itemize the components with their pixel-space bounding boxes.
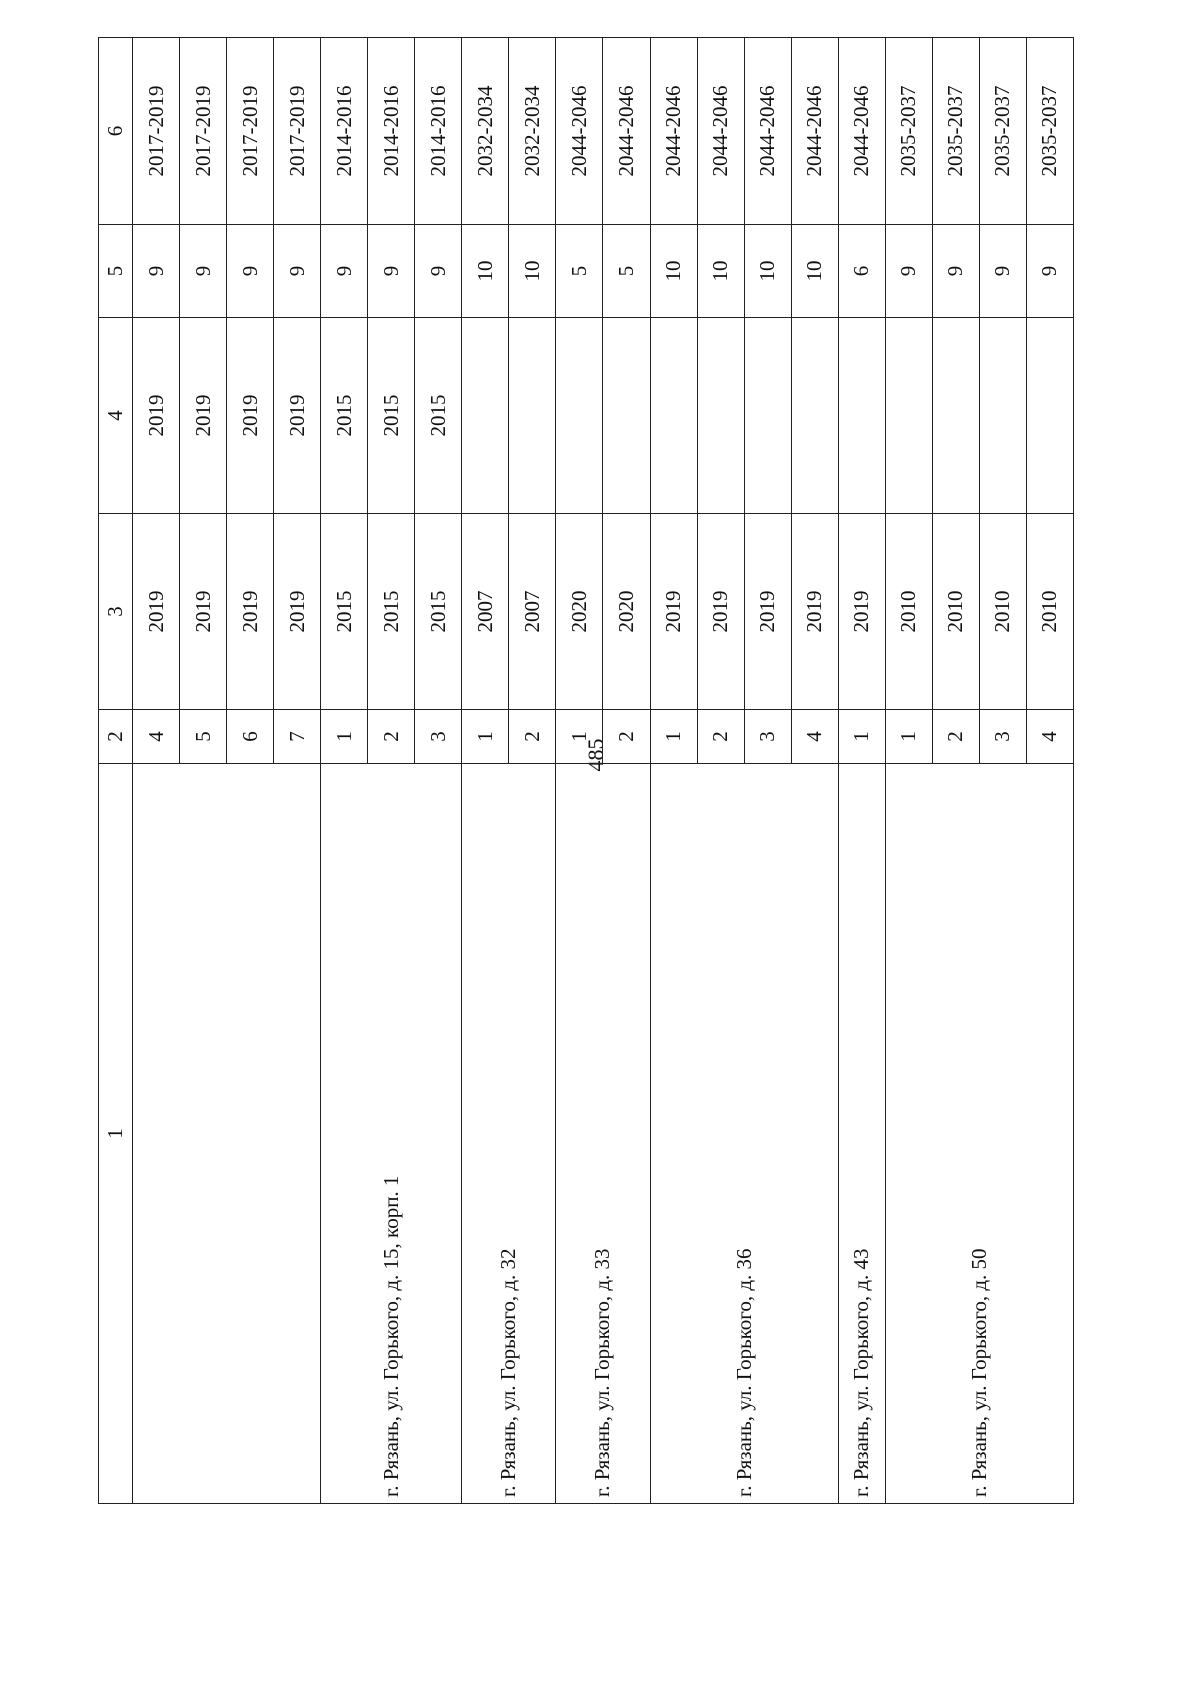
cell-c5: 6 — [838, 225, 885, 318]
table-row — [838, 38, 885, 1504]
cell-c2: 1 — [885, 710, 932, 764]
table-row — [462, 38, 509, 1504]
cell-c4 — [603, 318, 650, 514]
address-cell: г. Рязань, ул. Горького, д. 50 — [885, 764, 1073, 1504]
header-cell: 1 — [99, 764, 133, 1504]
header-cell: 4 — [99, 318, 133, 514]
cell-c3: 2019 — [697, 514, 744, 710]
table-body — [133, 38, 1074, 1504]
cell-c2: 1 — [556, 710, 603, 764]
table-row — [133, 38, 180, 1504]
header-cell: 5 — [99, 225, 133, 318]
cell-c6: 2044-2046 — [603, 38, 650, 225]
cell-c2: 2 — [368, 710, 415, 764]
cell-c5: 9 — [885, 225, 932, 318]
cell-c4 — [650, 318, 697, 514]
data-table — [98, 37, 1074, 1504]
cell-c6: 2017-2019 — [227, 38, 274, 225]
cell-c6: 2014-2016 — [368, 38, 415, 225]
header-cell: 3 — [99, 514, 133, 710]
cell-c6: 2044-2046 — [791, 38, 838, 225]
cell-c5: 9 — [1026, 225, 1073, 318]
cell-c2: 1 — [838, 710, 885, 764]
cell-c6: 2044-2046 — [697, 38, 744, 225]
cell-c4 — [885, 318, 932, 514]
cell-c6: 2044-2046 — [556, 38, 603, 225]
cell-c3: 2019 — [133, 514, 180, 710]
cell-c5: 10 — [509, 225, 556, 318]
cell-c5: 9 — [368, 225, 415, 318]
address-cell — [133, 764, 321, 1504]
cell-c4 — [697, 318, 744, 514]
header-row — [99, 38, 133, 1504]
cell-c5: 10 — [650, 225, 697, 318]
address-cell: г. Рязань, ул. Горького, д. 32 — [462, 764, 556, 1504]
cell-c2: 2 — [932, 710, 979, 764]
cell-c4: 2015 — [415, 318, 462, 514]
cell-c4: 2015 — [321, 318, 368, 514]
cell-c2: 4 — [1026, 710, 1073, 764]
cell-c2: 2 — [603, 710, 650, 764]
page-number: 485 — [583, 738, 608, 772]
cell-c5: 5 — [603, 225, 650, 318]
cell-c5: 9 — [133, 225, 180, 318]
cell-c6: 2035-2037 — [885, 38, 932, 225]
cell-c4: 2015 — [368, 318, 415, 514]
cell-c4: 2019 — [133, 318, 180, 514]
cell-c2: 3 — [415, 710, 462, 764]
cell-c2: 5 — [180, 710, 227, 764]
cell-c2: 2 — [697, 710, 744, 764]
table-row — [650, 38, 697, 1504]
header-cell: 6 — [99, 38, 133, 225]
cell-c3: 2019 — [180, 514, 227, 710]
cell-c2: 4 — [133, 710, 180, 764]
cell-c6: 2044-2046 — [650, 38, 697, 225]
cell-c4 — [791, 318, 838, 514]
cell-c3: 2010 — [932, 514, 979, 710]
cell-c4 — [556, 318, 603, 514]
cell-c6: 2017-2019 — [274, 38, 321, 225]
cell-c4 — [932, 318, 979, 514]
cell-c3: 2007 — [509, 514, 556, 710]
cell-c4 — [462, 318, 509, 514]
cell-c3: 2020 — [603, 514, 650, 710]
cell-c3: 2010 — [979, 514, 1026, 710]
cell-c6: 2014-2016 — [415, 38, 462, 225]
cell-c5: 10 — [744, 225, 791, 318]
table-row — [885, 38, 932, 1504]
header-cell: 2 — [99, 710, 133, 764]
cell-c3: 2010 — [1026, 514, 1073, 710]
cell-c4 — [979, 318, 1026, 514]
cell-c3: 2019 — [744, 514, 791, 710]
cell-c2: 7 — [274, 710, 321, 764]
cell-c4: 2019 — [227, 318, 274, 514]
cell-c3: 2019 — [650, 514, 697, 710]
table-row — [321, 38, 368, 1504]
cell-c3: 2019 — [227, 514, 274, 710]
cell-c5: 9 — [979, 225, 1026, 318]
cell-c5: 9 — [227, 225, 274, 318]
cell-c3: 2007 — [462, 514, 509, 710]
table-row — [556, 38, 603, 1504]
cell-c2: 2 — [509, 710, 556, 764]
address-cell: г. Рязань, ул. Горького, д. 36 — [650, 764, 838, 1504]
cell-c5: 9 — [415, 225, 462, 318]
cell-c2: 4 — [791, 710, 838, 764]
cell-c2: 1 — [321, 710, 368, 764]
cell-c2: 3 — [979, 710, 1026, 764]
cell-c5: 9 — [932, 225, 979, 318]
address-cell: г. Рязань, ул. Горького, д. 43 — [838, 764, 885, 1504]
cell-c4: 2019 — [180, 318, 227, 514]
cell-c5: 10 — [791, 225, 838, 318]
cell-c4: 2019 — [274, 318, 321, 514]
cell-c4 — [744, 318, 791, 514]
cell-c6: 2017-2019 — [180, 38, 227, 225]
cell-c4 — [509, 318, 556, 514]
cell-c5: 9 — [321, 225, 368, 318]
cell-c3: 2019 — [838, 514, 885, 710]
cell-c3: 2019 — [274, 514, 321, 710]
cell-c2: 1 — [650, 710, 697, 764]
cell-c6: 2035-2037 — [932, 38, 979, 225]
cell-c2: 3 — [744, 710, 791, 764]
cell-c6: 2032-2034 — [509, 38, 556, 225]
cell-c3: 2015 — [415, 514, 462, 710]
cell-c6: 2044-2046 — [838, 38, 885, 225]
cell-c3: 2015 — [368, 514, 415, 710]
cell-c3: 2020 — [556, 514, 603, 710]
cell-c3: 2010 — [885, 514, 932, 710]
cell-c6: 2044-2046 — [744, 38, 791, 225]
cell-c5: 9 — [180, 225, 227, 318]
cell-c6: 2035-2037 — [979, 38, 1026, 225]
cell-c5: 9 — [274, 225, 321, 318]
cell-c5: 10 — [697, 225, 744, 318]
cell-c2: 6 — [227, 710, 274, 764]
cell-c3: 2019 — [791, 514, 838, 710]
cell-c5: 10 — [462, 225, 509, 318]
address-cell: г. Рязань, ул. Горького, д. 15, корп. 1 — [321, 764, 462, 1504]
cell-c3: 2015 — [321, 514, 368, 710]
cell-c6: 2017-2019 — [133, 38, 180, 225]
address-cell: г. Рязань, ул. Горького, д. 33 — [556, 764, 650, 1504]
rotated-table-container — [98, 38, 1074, 1504]
cell-c4 — [1026, 318, 1073, 514]
cell-c2: 1 — [462, 710, 509, 764]
cell-c4 — [838, 318, 885, 514]
cell-c5: 5 — [556, 225, 603, 318]
cell-c6: 2014-2016 — [321, 38, 368, 225]
cell-c6: 2032-2034 — [462, 38, 509, 225]
cell-c6: 2035-2037 — [1026, 38, 1073, 225]
